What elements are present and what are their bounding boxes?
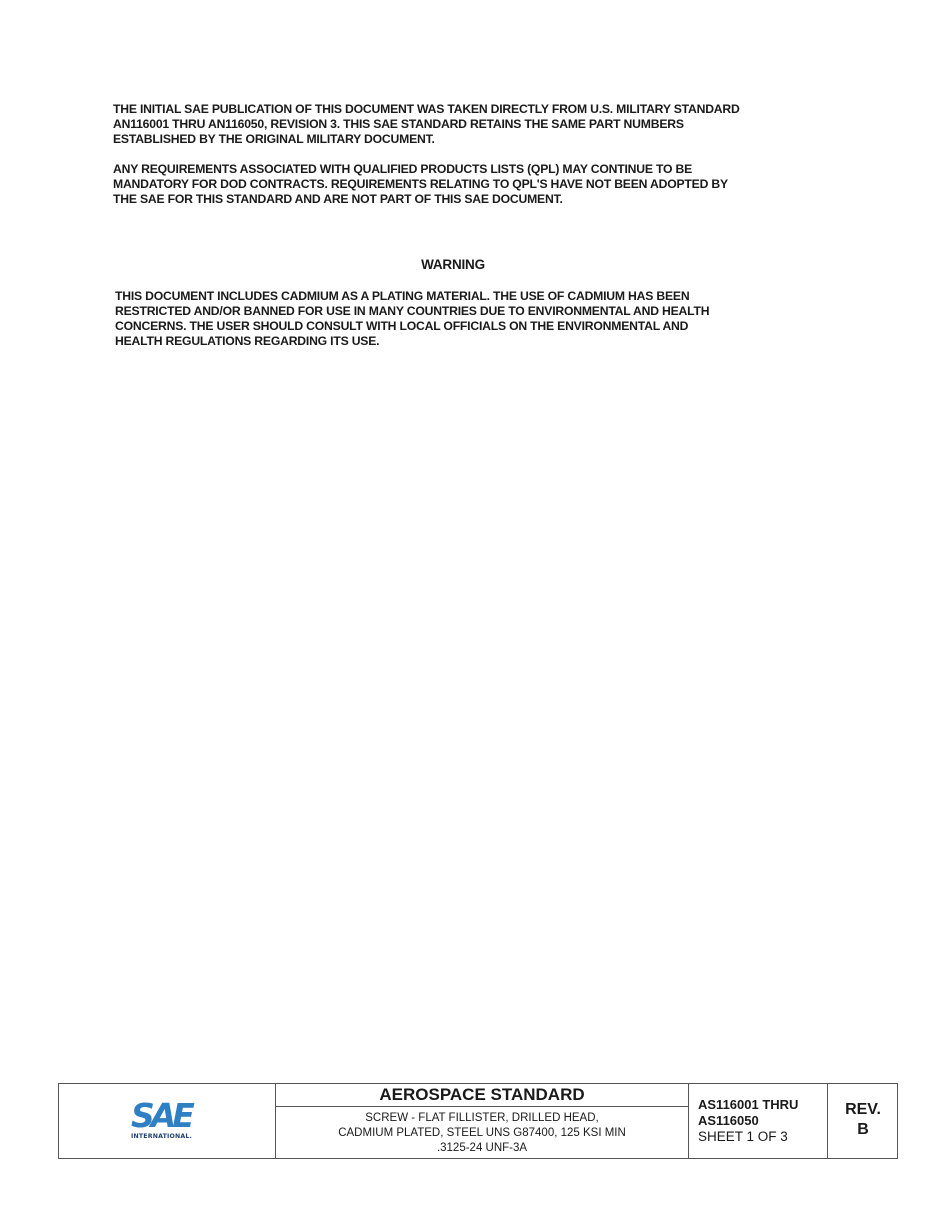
revision-value: B xyxy=(857,1121,869,1138)
logo-subtitle: INTERNATIONAL. xyxy=(131,1133,193,1140)
part-description xyxy=(276,1107,688,1156)
revision-label: REV. xyxy=(845,1101,881,1118)
document-number-line1: AS116001 THRU xyxy=(698,1097,799,1112)
warning-line: RESTRICTED AND/OR BANNED FOR USE IN MANY COUNTRIES DUE TO ENVIRONMENTAL AND HEALTH xyxy=(115,304,710,318)
title-cell xyxy=(276,1084,689,1158)
warning-heading: WARNING xyxy=(421,257,485,272)
qpl-paragraph xyxy=(113,162,833,207)
warning-line: HEALTH REGULATIONS REGARDING ITS USE. xyxy=(115,334,380,348)
warning-paragraph xyxy=(115,289,835,349)
intro-line: ESTABLISHED BY THE ORIGINAL MILITARY DOCUMENT. xyxy=(113,132,435,146)
description-line: CADMIUM PLATED, STEEL UNS G87400, 125 KSI MIN xyxy=(338,1127,626,1139)
logo-cell xyxy=(59,1084,276,1158)
revision-cell xyxy=(828,1084,898,1158)
standard-type: AEROSPACE STANDARD xyxy=(276,1084,688,1107)
qpl-line: ANY REQUIREMENTS ASSOCIATED WITH QUALIFIED PRODUCTS LISTS (QPL) MAY CONTINUE TO BE xyxy=(113,162,693,176)
description-line: SCREW - FLAT FILLISTER, DRILLED HEAD, xyxy=(365,1112,599,1124)
warning-line: CONCERNS. THE USER SHOULD CONSULT WITH LOCAL OFFICIALS ON THE ENVIRONMENTAL AND xyxy=(115,319,689,333)
document-number-cell xyxy=(689,1084,828,1158)
qpl-line: MANDATORY FOR DOD CONTRACTS. REQUIREMENTS RELATING TO QPL'S HAVE NOT BEEN ADOPTED BY xyxy=(113,177,728,191)
description-line: .3125-24 UNF-3A xyxy=(436,1142,528,1154)
title-block xyxy=(58,1083,898,1159)
sheet-number: SHEET 1 OF 3 xyxy=(698,1129,788,1144)
warning-line: THIS DOCUMENT INCLUDES CADMIUM AS A PLATING MATERIAL. THE USE OF CADMIUM HAS BEEN xyxy=(115,289,690,303)
logo-letters: SAE xyxy=(131,1096,191,1135)
sae-logo xyxy=(131,1096,201,1144)
intro-line: THE INITIAL SAE PUBLICATION OF THIS DOCUMENT WAS TAKEN DIRECTLY FROM U.S. MILITARY STANDARD xyxy=(113,102,740,116)
qpl-line: THE SAE FOR THIS STANDARD AND ARE NOT PART OF THIS SAE DOCUMENT. xyxy=(113,192,563,206)
document-number-line2: AS116050 xyxy=(698,1113,759,1128)
intro-line: AN116001 THRU AN116050, REVISION 3. THIS SAE STANDARD RETAINS THE SAME PART NUMBERS xyxy=(113,117,684,131)
intro-paragraph xyxy=(113,102,833,147)
